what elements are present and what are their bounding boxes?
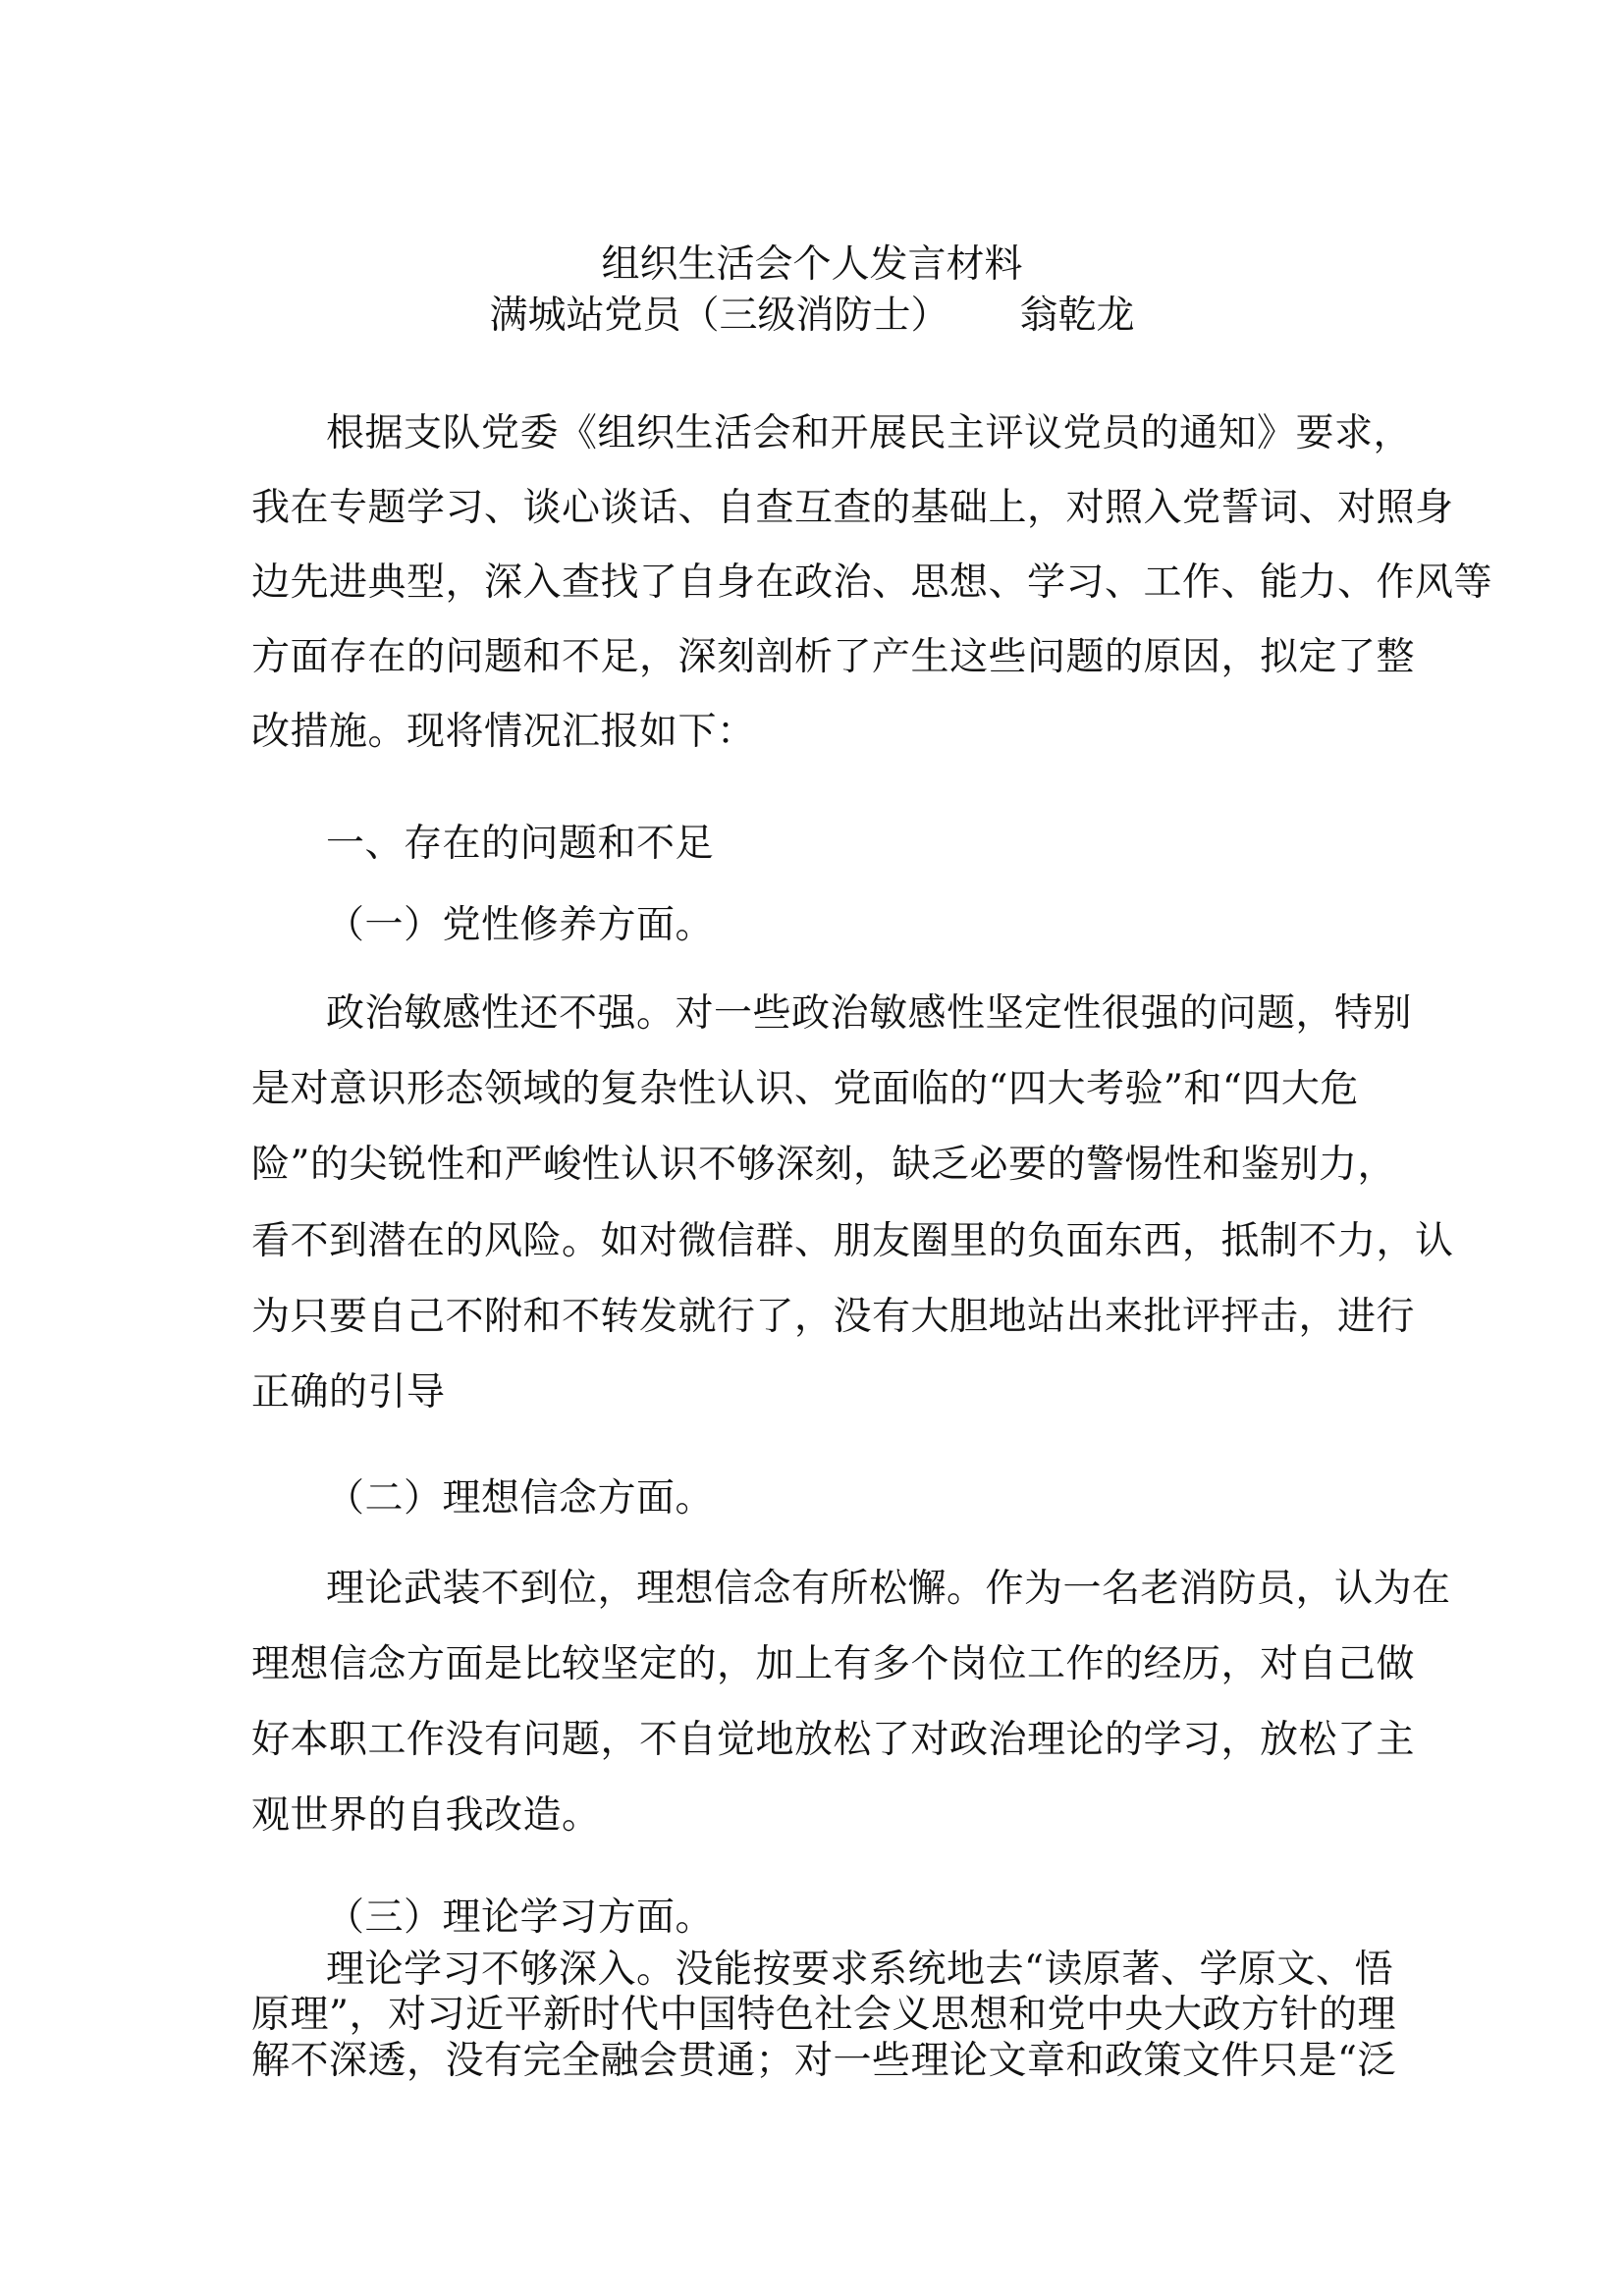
paragraph-line: 政治敏感性还不强。对一些政治敏感性坚定性很强的问题，特别 (326, 991, 1413, 1036)
section-heading: 一、存在的问题和不足 (326, 822, 715, 866)
paragraph-line: 根据支队党委《组织生活会和开展民主评议党员的通知》要求， (326, 411, 1413, 455)
paragraph-line: 改措施。现将情况汇报如下： (251, 710, 756, 754)
paragraph-line: 为只要自己不附和不转发就行了，没有大胆地站出来批评抨击，进行 (251, 1295, 1416, 1339)
author-role: 满城站党员（三级消防士） (489, 294, 949, 338)
author-name: 翁乾龙 (1019, 294, 1135, 338)
paragraph-line: 理论武装不到位，理想信念有所松懈。作为一名老消防员，认为在 (326, 1567, 1451, 1611)
paragraph-line: 看不到潜在的风险。如对微信群、朋友圈里的负面东西，抵制不力，认 (251, 1219, 1454, 1263)
subsection-heading: （一）党性修养方面。 (326, 903, 715, 947)
paragraph-line: 我在专题学习、谈心谈话、自查互查的基础上，对照入党誓词、对照身 (251, 486, 1454, 530)
paragraph-line: 正确的引导 (251, 1370, 446, 1415)
paragraph-line: 观世界的自我改造。 (251, 1793, 601, 1838)
paragraph-line: 理想信念方面是比较坚定的，加上有多个岗位工作的经历，对自己做 (251, 1642, 1416, 1686)
paragraph-line: 险”的尖锐性和严峻性认识不够深刻，缺乏必要的警惕性和鉴别力， (251, 1143, 1396, 1187)
paragraph-line: 边先进典型，深入查找了自身在政治、思想、学习、工作、能力、作风等 (251, 561, 1493, 605)
document-title: 组织生活会个人发言材料 (601, 242, 1023, 287)
paragraph-line: 理论学习不够深入。没能按要求系统地去“读原著、学原文、悟 (326, 1948, 1393, 1992)
author-line (0, 292, 1624, 341)
subsection-heading: （三）理论学习方面。 (326, 1896, 715, 1940)
subsection-heading: （二）理想信念方面。 (326, 1476, 715, 1521)
paragraph-line: 好本职工作没有问题，不自觉地放松了对政治理论的学习，放松了主 (251, 1718, 1416, 1762)
paragraph-line: 解不深透，没有完全融会贯通；对一些理论文章和政策文件只是“泛 (251, 2039, 1396, 2083)
paragraph-line: 是对意识形态领域的复杂性认识、党面临的“四大考验”和“四大危 (251, 1067, 1359, 1111)
paragraph-line: 方面存在的问题和不足，深刻剖析了产生这些问题的原因，拟定了整 (251, 635, 1416, 679)
paragraph-line: 原理”，对习近平新时代中国特色社会义思想和党中央大政方针的理 (251, 1993, 1396, 2037)
